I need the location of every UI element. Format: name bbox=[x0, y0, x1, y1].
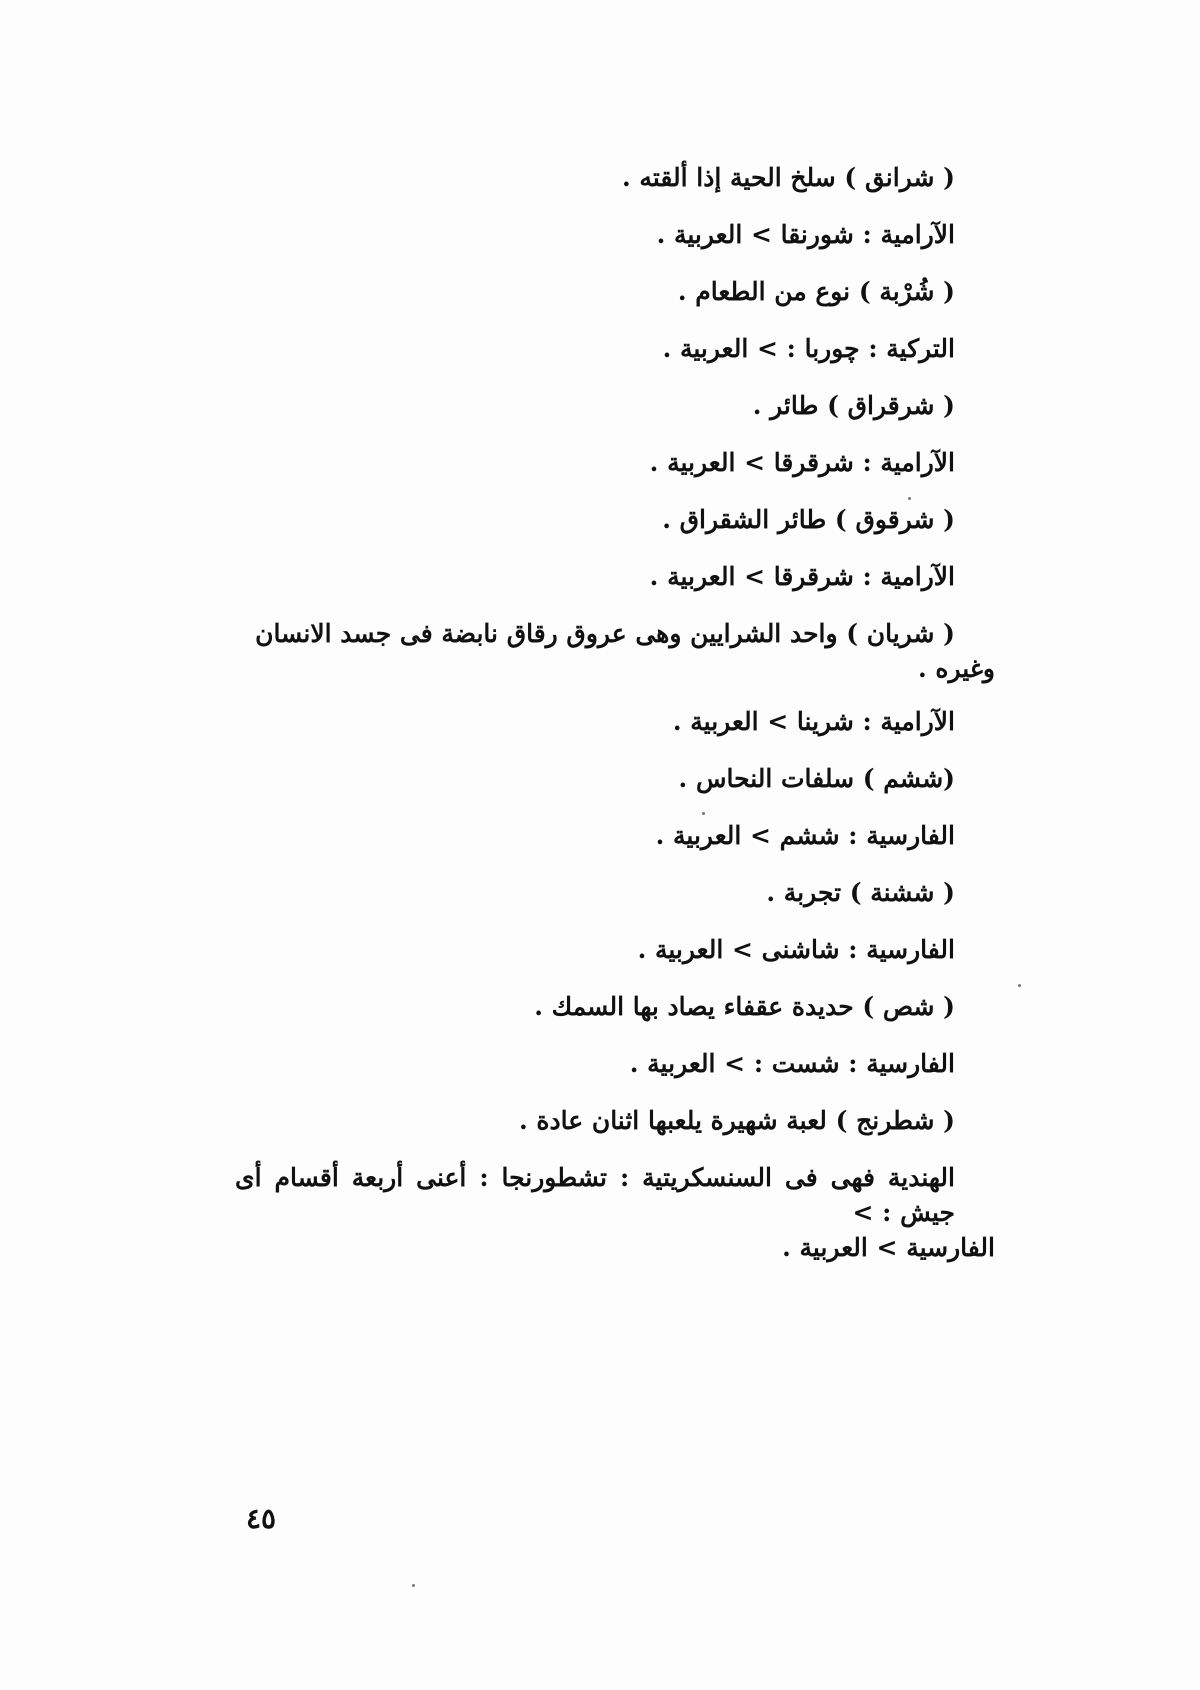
entry-sharaniq-origin: الآرامية : شورنقا > العربية . bbox=[656, 220, 955, 249]
entry-shatranj: ( شطرنج ) لعبة شهيرة يلعبها اثنان عادة . bbox=[518, 1106, 955, 1135]
entry-shiss-origin: الفارسية : شست : > العربية . bbox=[629, 1049, 955, 1078]
entry-shiryan-line2: وغيره . bbox=[918, 654, 995, 683]
entry-sharquq: ( شرقوق ) طائر الشقراق . bbox=[662, 505, 955, 534]
scan-speck bbox=[908, 497, 911, 500]
scan-speck bbox=[412, 1584, 415, 1587]
entry-shashna: ( ششنة ) تجربة . bbox=[766, 878, 955, 907]
entry-sharaniq: ( شرانق ) سلخ الحية إذا ألقته . bbox=[622, 163, 955, 192]
scan-speck bbox=[1018, 984, 1021, 987]
entry-sharqaraq-origin: الآرامية : شرقرقا > العربية . bbox=[649, 448, 955, 477]
entry-shatranj-origin-line1: الهندية فهى فى السنسكريتية : تشطورنجا : أعنى أربعة أقسام أى جيش : > bbox=[235, 1163, 955, 1227]
entry-shasham-origin: الفارسية : ششم > العربية . bbox=[655, 821, 955, 850]
entry-shiryan-line1: ( شريان ) واحد الشرايين وهى عروق رقاق نابضة فى جسد الانسان bbox=[255, 619, 955, 648]
entry-shiryan-origin: الآرامية : شرينا > العربية . bbox=[672, 707, 955, 736]
entry-shurba: ( شُرْبة ) نوع من الطعام . bbox=[677, 277, 955, 306]
page-number: ٤٥ bbox=[246, 1502, 277, 1535]
entry-shasham: (ششم ) سلفات النحاس . bbox=[678, 764, 955, 793]
entry-shashna-origin: الفارسية : شاشنى > العربية . bbox=[637, 935, 955, 964]
entry-shiss: ( شص ) حديدة عقفاء يصاد بها السمك . bbox=[534, 992, 955, 1021]
entry-sharquq-origin: الآرامية : شرقرقا > العربية . bbox=[649, 562, 955, 591]
dictionary-text-block bbox=[235, 160, 995, 1265]
entry-shurba-origin: التركية : چوربا : > العربية . bbox=[662, 334, 955, 363]
entry-sharqaraq: ( شرقراق ) طائر . bbox=[752, 391, 955, 420]
entry-shatranj-origin-line2: الفارسية > العربية . bbox=[782, 1233, 995, 1262]
scan-speck bbox=[702, 812, 705, 815]
